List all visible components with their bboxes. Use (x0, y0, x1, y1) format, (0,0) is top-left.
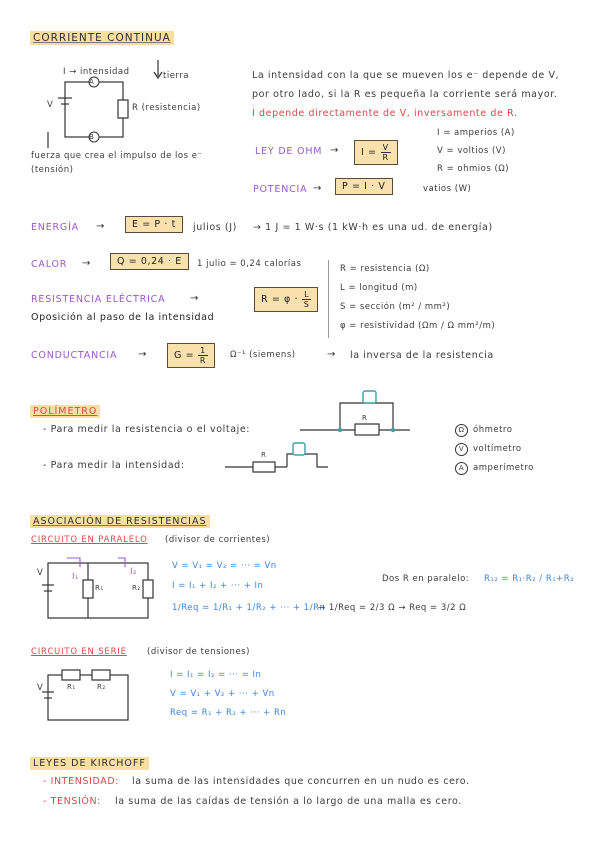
conductancia-label: CONDUCTANCIA (31, 350, 118, 361)
conductancia-formula (167, 343, 215, 368)
ohm-fraction (381, 143, 391, 162)
energia-unit: julios (J) (193, 222, 237, 233)
series-circuit-diagram (40, 665, 135, 725)
ohm-formula (354, 140, 398, 165)
s-circuit-r1: R₁ (67, 683, 76, 691)
arrow-icon: → (190, 293, 199, 304)
ground-label: tierra (163, 71, 189, 81)
ammeter-symbol-icon (455, 462, 468, 475)
s-circuit-v: V (37, 683, 44, 693)
tension-caption: fuerza que crea el impulso de los e⁻ (31, 151, 203, 161)
res-den: S (303, 300, 310, 309)
serie-title: CIRCUITO EN SERIE (31, 647, 127, 657)
ohmmeter-legend: óhmetro (473, 425, 513, 435)
energia-note: → 1 J = 1 W·s (1 kW·h es una ud. de energía) (253, 222, 493, 233)
serie-subtitle: (divisor de tensiones) (147, 647, 250, 657)
arrow-icon: → (313, 183, 322, 194)
arrow-icon: → (330, 145, 339, 156)
p-circuit-i2: I₂ (130, 567, 137, 577)
cond-fraction (198, 346, 208, 365)
intensity-label: I → intensidad (63, 67, 130, 77)
conductancia-note: la inversa de la resistencia (350, 350, 494, 361)
paralelo-title: CIRCUITO EN PARALELO (31, 535, 148, 545)
ohm-label: LEY DE OHM (255, 146, 323, 157)
res-legend-3: S = sección (m² / mm²) (340, 302, 451, 312)
calor-formula: Q = 0,24 · E (110, 253, 189, 270)
kirchoff-law-2-label: - TENSIÓN: (43, 796, 101, 807)
energia-formula: E = P · t (125, 216, 183, 233)
r12-formula: R₁₂ = R₁·R₂ / R₁+R₂ (484, 574, 575, 584)
asociacion-title: ASOCIACIÓN DE RESISTENCIAS (30, 515, 210, 528)
cond-formula-left: G = (174, 350, 195, 361)
kirchoff-law-1-label: - INTENSIDAD: (43, 776, 120, 787)
p-circuit-r1: R₁ (95, 584, 104, 592)
ohm-num: V (382, 143, 389, 152)
ohmmeter-symbol-icon (455, 424, 468, 437)
intro-line-2: por otro lado, si la R es pequeña la corriente será mayor. (252, 89, 558, 100)
ohm-unit-1: I = amperios (A) (437, 128, 515, 138)
ohm-symbol: Ω (455, 424, 468, 437)
serie-eq-3: Req = R₁ + R₂ + ··· + Rn (170, 708, 287, 718)
cond-num: 1 (200, 346, 206, 355)
kirchoff-law-2-text: la suma de las caídas de tensión a lo largo de una malla es cero. (115, 796, 462, 807)
paralelo-subtitle: (divisor de corrientes) (165, 535, 271, 545)
arrow-icon: → (138, 349, 147, 360)
parallel-eq-1: V = V₁ = V₂ = ··· = Vn (172, 561, 277, 571)
cond-den: R (199, 356, 207, 365)
ohmmeter-diagram (300, 385, 420, 440)
arrow-icon: → (96, 221, 105, 232)
p-circuit-v: V (37, 568, 44, 578)
voltmeter-legend: voltímetro (473, 444, 522, 454)
arrow-icon: → (82, 258, 91, 269)
resistance-label: R (resistencia) (132, 103, 201, 113)
p-circuit-r2: R₂ (132, 584, 141, 592)
res-formula-left: R = φ · (261, 294, 299, 305)
volt-symbol: V (455, 443, 468, 456)
kirchoff-title: LEYES DE KIRCHOFF (30, 757, 149, 770)
arrow-icon: → (327, 349, 336, 360)
resistor-r-mark: R (362, 414, 368, 422)
legend-divider (328, 260, 329, 338)
ammeter-legend: amperímetro (473, 463, 534, 473)
parallel-eq-4: → 1/Req = 2/3 Ω → Req = 3/2 Ω (318, 603, 467, 613)
serie-eq-1: I = I₁ = I₂ = ··· = In (170, 670, 262, 680)
p-circuit-i1: I₁ (72, 572, 79, 582)
intro-line-3: I depende directamente de V, inversamente de R. (252, 108, 518, 119)
resistor-r-mark-2: R (261, 451, 267, 459)
res-fraction (302, 290, 311, 309)
conductancia-unit: Ω⁻¹ (siemens) (230, 350, 296, 360)
parallel-eq-2: I = I₁ + I₂ + ··· + In (172, 581, 264, 591)
resistencia-label: RESISTENCIA ELÉCTRICA (31, 294, 166, 305)
potencia-unit: vatios (W) (423, 184, 472, 194)
s-circuit-r2: R₂ (97, 683, 106, 691)
kirchoff-law-1-text: la suma de las intensidades que concurren en un nudo es cero. (132, 776, 470, 787)
voltage-label: V (47, 100, 54, 110)
dos-r-label: Dos R en paralelo: (382, 574, 470, 584)
calor-note: 1 julio = 0,24 calorías (197, 259, 302, 269)
ohm-unit-2: V = voltios (V) (437, 146, 506, 156)
polimetro-line-1: - Para medir la resistencia o el voltaje: (43, 424, 251, 435)
energia-label: ENERGÍA (31, 222, 79, 233)
polimetro-title: POLÍMETRO (30, 405, 100, 418)
parallel-eq-3: 1/Req = 1/R₁ + 1/R₂ + ··· + 1/Rn (172, 603, 326, 613)
res-legend-4: φ = resistividad (Ωm / Ω mm²/m) (340, 321, 496, 331)
ohm-unit-3: R = ohmios (Ω) (437, 164, 510, 174)
calor-label: CALOR (31, 259, 68, 270)
polimetro-line-2: - Para medir la intensidad: (43, 460, 185, 471)
serie-eq-2: V = V₁ + V₂ + ··· + Vn (170, 689, 275, 699)
node-a-label: A (89, 78, 95, 86)
ohm-den: R (382, 153, 389, 162)
intro-line-1: La intensidad con la que se mueven los e⁻ depende de V, (252, 70, 560, 81)
res-legend-1: R = resistencia (Ω) (340, 264, 430, 274)
ammeter-diagram (225, 440, 335, 475)
potencia-label: POTENCIA (253, 184, 308, 195)
resistencia-formula (254, 287, 318, 312)
ohm-formula-left: I = (361, 147, 377, 158)
tension-caption-2: (tensión) (31, 165, 74, 175)
potencia-formula: P = I · V (335, 178, 393, 195)
amp-symbol: A (455, 462, 468, 475)
res-num: L (304, 290, 310, 299)
res-legend-2: L = longitud (m) (340, 283, 418, 293)
page-title: CORRIENTE CONTINUA (30, 31, 174, 45)
resistencia-desc: Oposición al paso de la intensidad (31, 312, 215, 323)
voltmeter-symbol-icon (455, 443, 468, 456)
node-b-label: B (89, 133, 95, 141)
